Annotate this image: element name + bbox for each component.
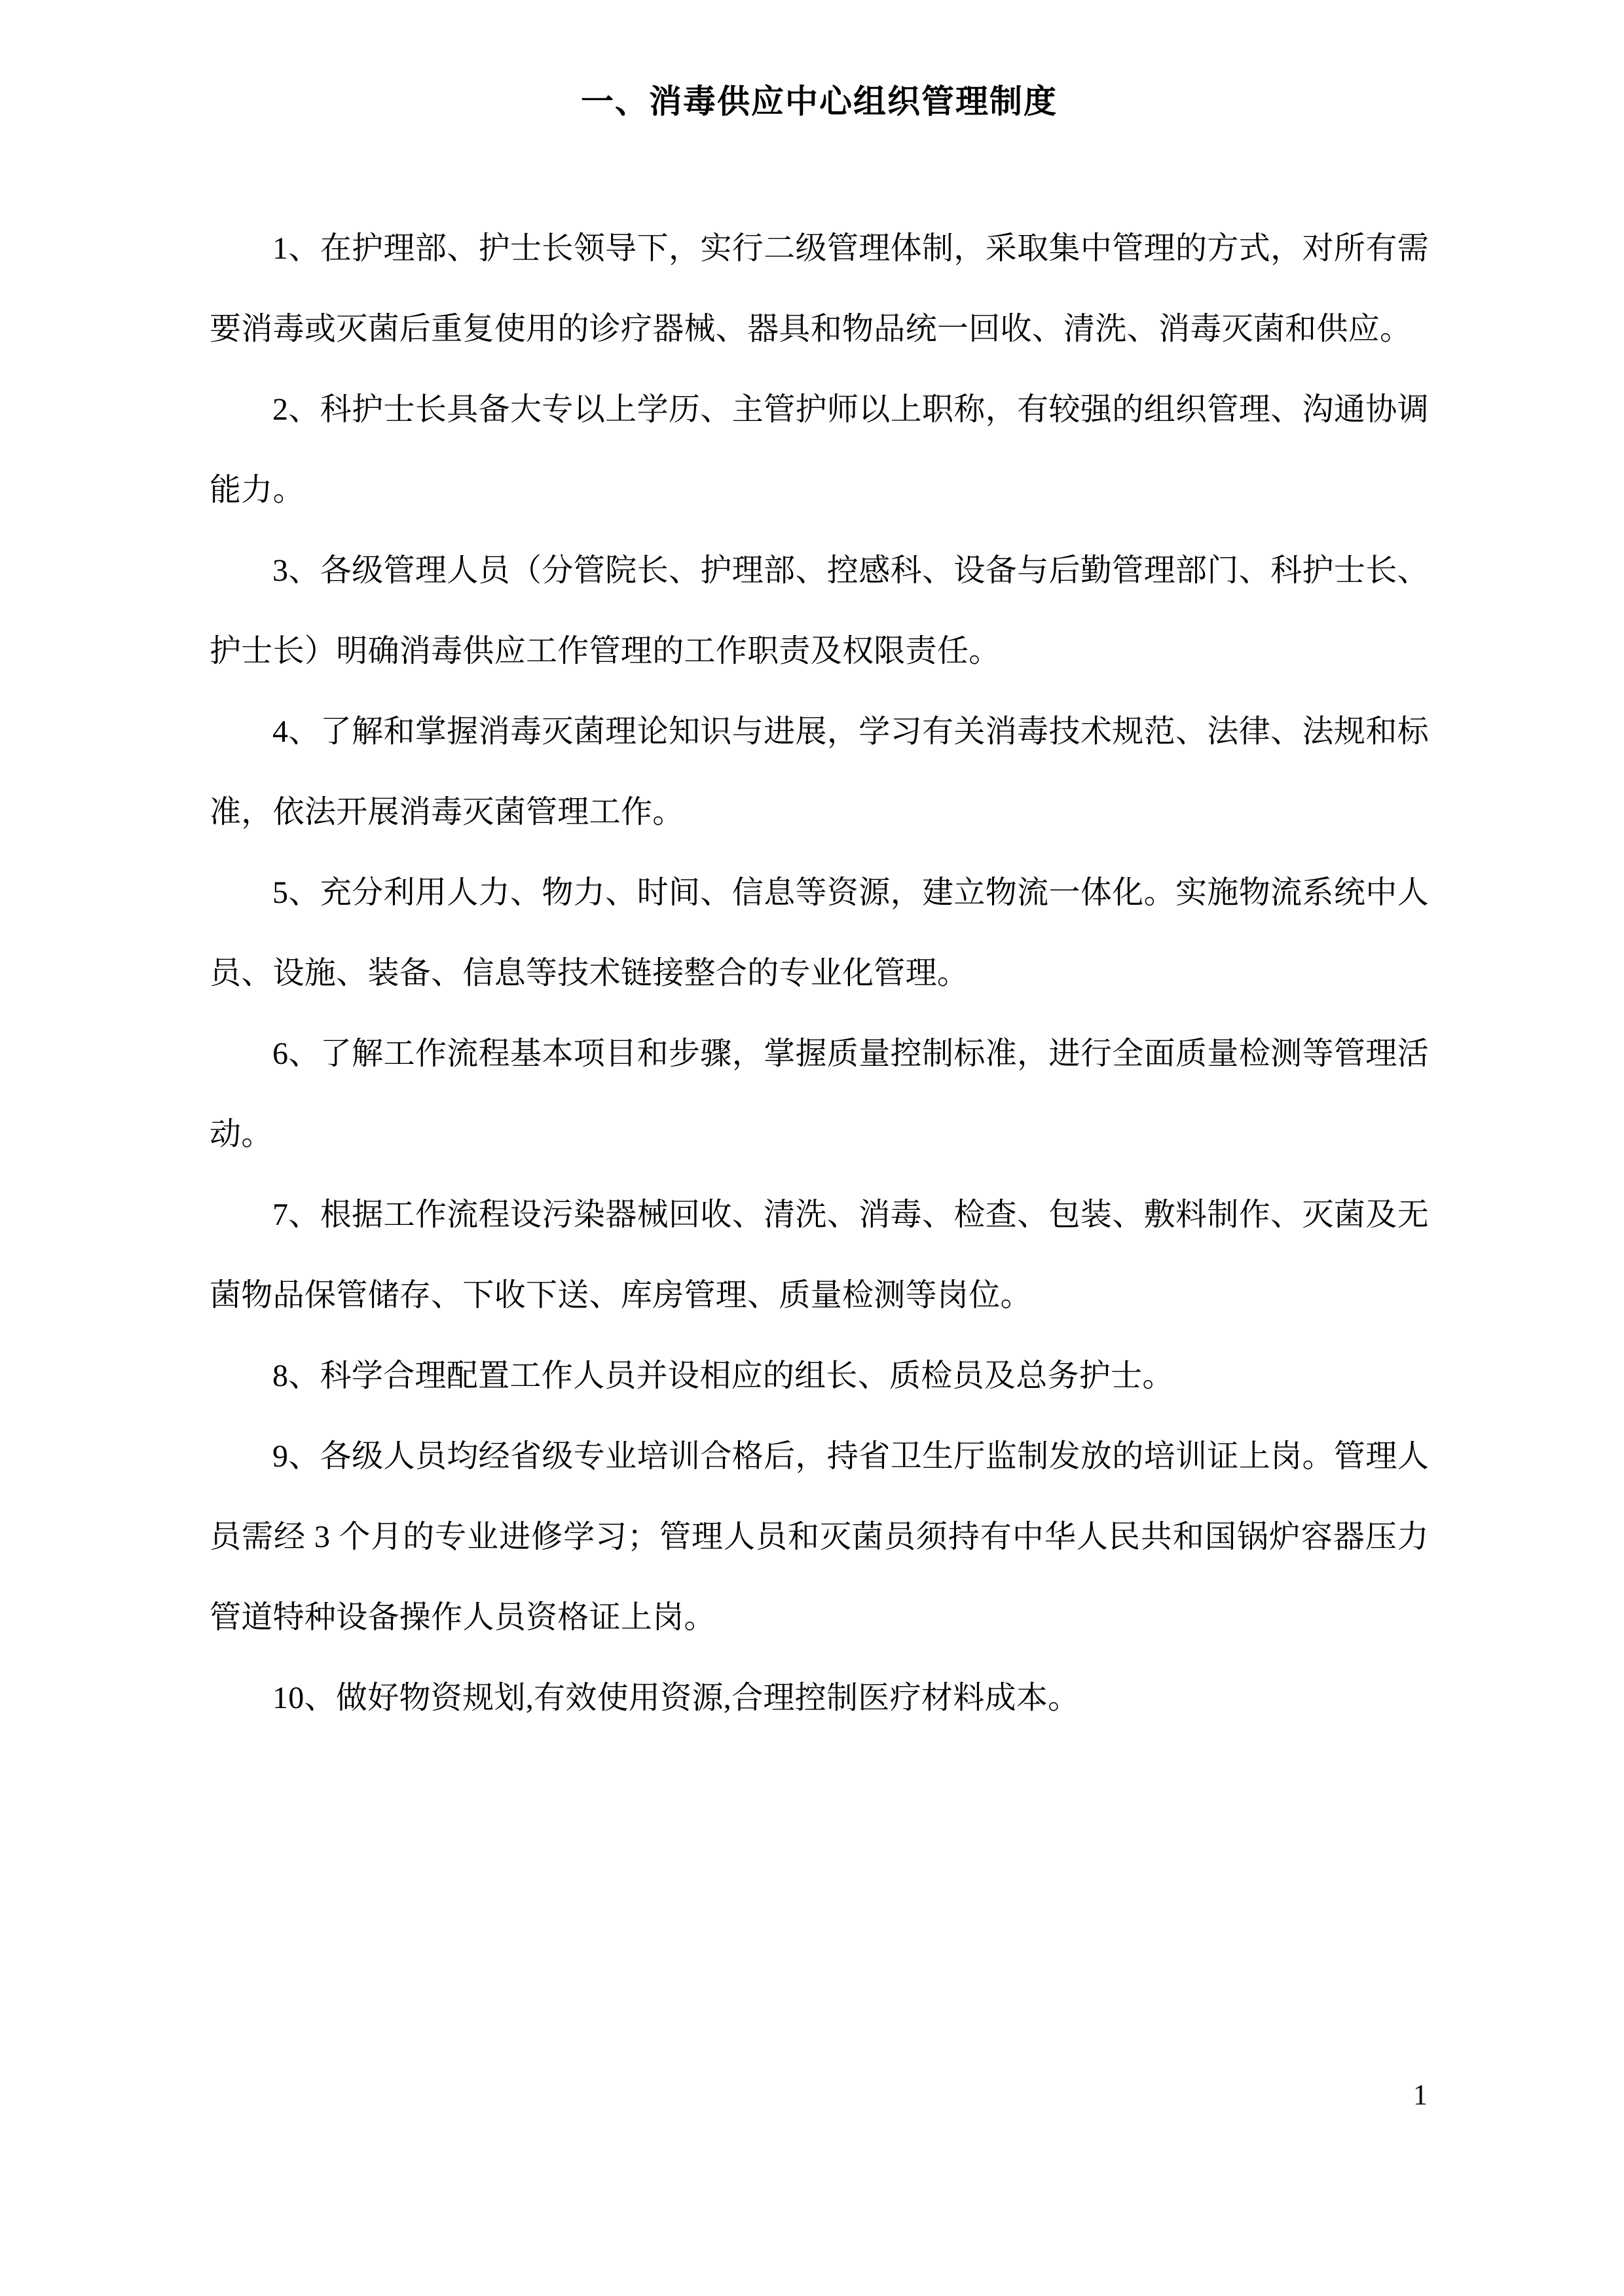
policy-item-10: 10、做好物资规划,有效使用资源,合理控制医疗材料成本。 <box>272 1681 1080 1715</box>
policy-item-8: 8、科学合理配置工作人员并设相应的组长、质检员及总务护士。 <box>272 1358 1174 1393</box>
policy-item-9: 9、各级人员均经省级专业培训合格后，持省卫生厅监制发放的培训证上岗。管理人员需经 3 个月的专业进修学习；管理人员和灭菌员须持有中华人民共和国锅炉容器压力管道特种设备操作人员资格证上岗。 <box>210 1439 1429 1635</box>
page-number: 1 <box>1413 2079 1428 2111</box>
policy-item-1: 1、在护理部、护士长领导下，实行二级管理体制，采取集中管理的方式，对所有需要消毒或灭菌后重复使用的诊疗器械、器具和物品统一回收、清洗、消毒灭菌和供应。 <box>210 231 1429 346</box>
policy-item-4: 4、了解和掌握消毒灭菌理论知识与进展，学习有关消毒技术规范、法律、法规和标准，依法开展消毒灭菌管理工作。 <box>210 714 1429 829</box>
policy-item-7: 7、根据工作流程设污染器械回收、清洗、消毒、检查、包装、敷料制作、灭菌及无菌物品保管储存、下收下送、库房管理、质量检测等岗位。 <box>210 1197 1429 1313</box>
document-body <box>210 79 1429 1738</box>
page-title: 一、消毒供应中心组织管理制度 <box>581 82 1058 120</box>
policy-item-5: 5、充分利用人力、物力、时间、信息等资源，建立物流一体化。实施物流系统中人员、设施、装备、信息等技术链接整合的专业化管理。 <box>210 875 1429 991</box>
policy-item-6: 6、了解工作流程基本项目和步骤，掌握质量控制标准，进行全面质量检测等管理活动。 <box>210 1036 1429 1152</box>
title-spacer <box>210 124 1429 208</box>
policy-item-2: 2、科护士长具备大专以上学历、主管护师以上职称，有较强的组织管理、沟通协调能力。 <box>210 392 1429 507</box>
policy-item-3: 3、各级管理人员（分管院长、护理部、控感科、设备与后勤管理部门、科护士长、护士长）明确消毒供应工作管理的工作职责及权限责任。 <box>210 553 1429 668</box>
